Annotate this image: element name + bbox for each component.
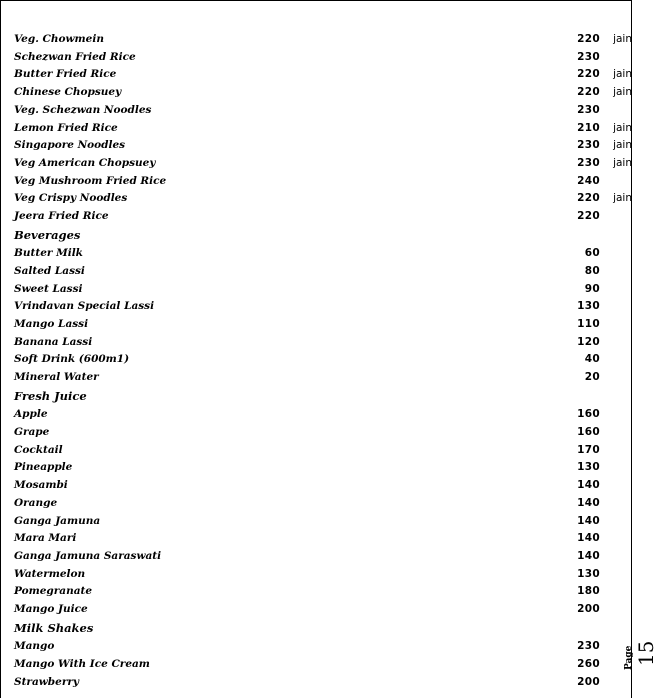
menu-item (14, 547, 634, 565)
menu-item-price: 80 (584, 264, 600, 277)
menu-item-tag: jain (613, 192, 632, 205)
menu-item-name: Cocktail (14, 443, 63, 456)
menu-item-tag: jain (613, 33, 632, 45)
menu-item-price: 220 (577, 68, 600, 81)
menu-item-price: 200 (577, 675, 600, 688)
menu-item-price: 140 (577, 532, 600, 545)
menu-item-price: 220 (577, 33, 600, 45)
menu-item-name: Orange (14, 496, 58, 509)
menu-item-name: Strawberry (14, 675, 79, 688)
menu-item-name: Mango Juice (14, 603, 88, 615)
section-header (14, 226, 634, 244)
menu-item-price: 140 (577, 514, 600, 527)
menu-item (14, 655, 634, 673)
menu-item (14, 119, 634, 137)
menu-item-price: 230 (577, 139, 600, 152)
menu-item-name: Sweet Lassi (14, 282, 83, 295)
menu-item-name: Mosambi (14, 479, 68, 492)
menu-item-name: Veg American Chopsuey (14, 156, 156, 169)
section-header-label: Beverages (14, 227, 81, 242)
menu-item (14, 529, 634, 547)
menu-item-name: Singapore Noodles (14, 139, 126, 152)
menu-item (14, 600, 634, 618)
section-header (14, 619, 634, 637)
menu-item-name: Jeera Fried Rice (14, 210, 109, 222)
menu-item (14, 30, 634, 48)
menu-item (14, 333, 634, 351)
menu-item-price: 140 (577, 479, 600, 492)
menu-item-price: 210 (577, 121, 600, 134)
menu-item-name: Soft Drink (600m1) (14, 353, 130, 366)
menu-item (14, 458, 634, 476)
menu-item (14, 154, 634, 172)
menu-item-price: 20 (584, 371, 600, 384)
menu-item-price: 220 (577, 86, 600, 99)
menu-item (14, 441, 634, 459)
menu-item (14, 512, 634, 530)
menu-item-name: Salted Lassi (14, 264, 85, 277)
menu-item-name: Mineral Water (14, 371, 99, 384)
menu-item (14, 405, 634, 423)
menu-item-name: Chinese Chopsuey (14, 86, 122, 99)
menu-item-tag: jain (613, 86, 632, 99)
menu-item (14, 350, 634, 368)
menu-item-tag: jain (613, 156, 632, 169)
menu-item-tag: jain (613, 68, 632, 81)
menu-item-price: 140 (577, 496, 600, 509)
menu-item (14, 673, 634, 691)
menu-item (14, 136, 634, 154)
menu-item (14, 582, 634, 600)
menu-item-name: Mango (14, 640, 55, 653)
menu-item (14, 244, 634, 262)
page-label: Page (624, 645, 634, 670)
menu-item-name: Pomegranate (14, 585, 93, 598)
menu-item (14, 189, 634, 207)
menu-item-tag: jain (613, 121, 632, 134)
menu-item-name: Butter Fried Rice (14, 68, 117, 81)
menu-item-tag: jain (613, 139, 632, 152)
menu-item-price: 220 (577, 192, 600, 205)
section-header (14, 387, 634, 405)
menu-item-price: 140 (577, 549, 600, 562)
menu-item (14, 83, 634, 101)
section-header-label: Milk Shakes (14, 620, 94, 635)
menu-item-name: Schezwan Fried Rice (14, 50, 136, 63)
menu-item (14, 423, 634, 441)
menu-item-name: Butter Milk (14, 247, 83, 260)
menu-item-price: 90 (584, 282, 600, 295)
menu-item (14, 262, 634, 280)
menu-item-name: Ganga Jamuna (14, 514, 101, 527)
menu-item-price: 220 (577, 210, 600, 222)
menu-item (14, 65, 634, 83)
menu-item-price: 110 (577, 318, 600, 330)
menu-item (14, 172, 634, 190)
menu-item-price: 130 (577, 300, 600, 313)
menu-item-name: Grape (14, 426, 50, 438)
menu-item-price: 60 (584, 247, 600, 260)
menu-item-price: 130 (577, 567, 600, 580)
menu-item-price: 160 (577, 408, 600, 421)
menu-item (14, 297, 634, 315)
menu-item-price: 40 (584, 353, 600, 366)
menu-item-name: Veg Crispy Noodles (14, 192, 128, 205)
menu-item-name: Ganga Jamuna Saraswati (14, 549, 162, 562)
section-header-label: Fresh Juice (14, 388, 87, 403)
menu-item (14, 280, 634, 298)
menu-item (14, 315, 634, 333)
menu-item-name: Veg. Chowmein (14, 33, 104, 45)
menu-item-name: Mango Lassi (14, 318, 89, 330)
menu-item-price: 180 (577, 585, 600, 598)
menu-item-name: Vrindavan Special Lassi (14, 300, 155, 313)
menu-item (14, 207, 634, 225)
menu-item-name: Mango With Ice Cream (14, 657, 150, 670)
menu-item-name: Mara Mari (14, 532, 77, 545)
page-number-value: 15 (634, 640, 658, 666)
menu-item-price: 260 (577, 657, 600, 670)
menu-item-name: Banana Lassi (14, 335, 93, 348)
menu-item-price: 230 (577, 50, 600, 63)
menu-item (14, 368, 634, 386)
menu-item-name: Watermelon (14, 567, 86, 580)
menu-item (14, 494, 634, 512)
menu-item-price: 230 (577, 103, 600, 116)
menu-item-price: 120 (577, 335, 600, 348)
menu-item-name: Lemon Fried Rice (14, 121, 118, 134)
menu-item-name: Apple (14, 408, 48, 421)
menu-item-price: 200 (577, 603, 600, 615)
menu-item-price: 230 (577, 640, 600, 653)
menu-item (14, 101, 634, 119)
menu-item-name: Veg Mushroom Fried Rice (14, 174, 167, 187)
menu-item (14, 565, 634, 583)
menu-item-price: 230 (577, 156, 600, 169)
menu-item-name: Pineapple (14, 461, 73, 474)
menu-item-name: Veg. Schezwan Noodles (14, 103, 152, 116)
menu-item (14, 476, 634, 494)
menu-item (14, 48, 634, 66)
menu-item-price: 160 (577, 426, 600, 438)
menu-item (14, 637, 634, 655)
menu-item-price: 240 (577, 174, 600, 187)
menu-item-price: 170 (577, 443, 600, 456)
page-number (620, 640, 658, 690)
menu-item-price: 130 (577, 461, 600, 474)
